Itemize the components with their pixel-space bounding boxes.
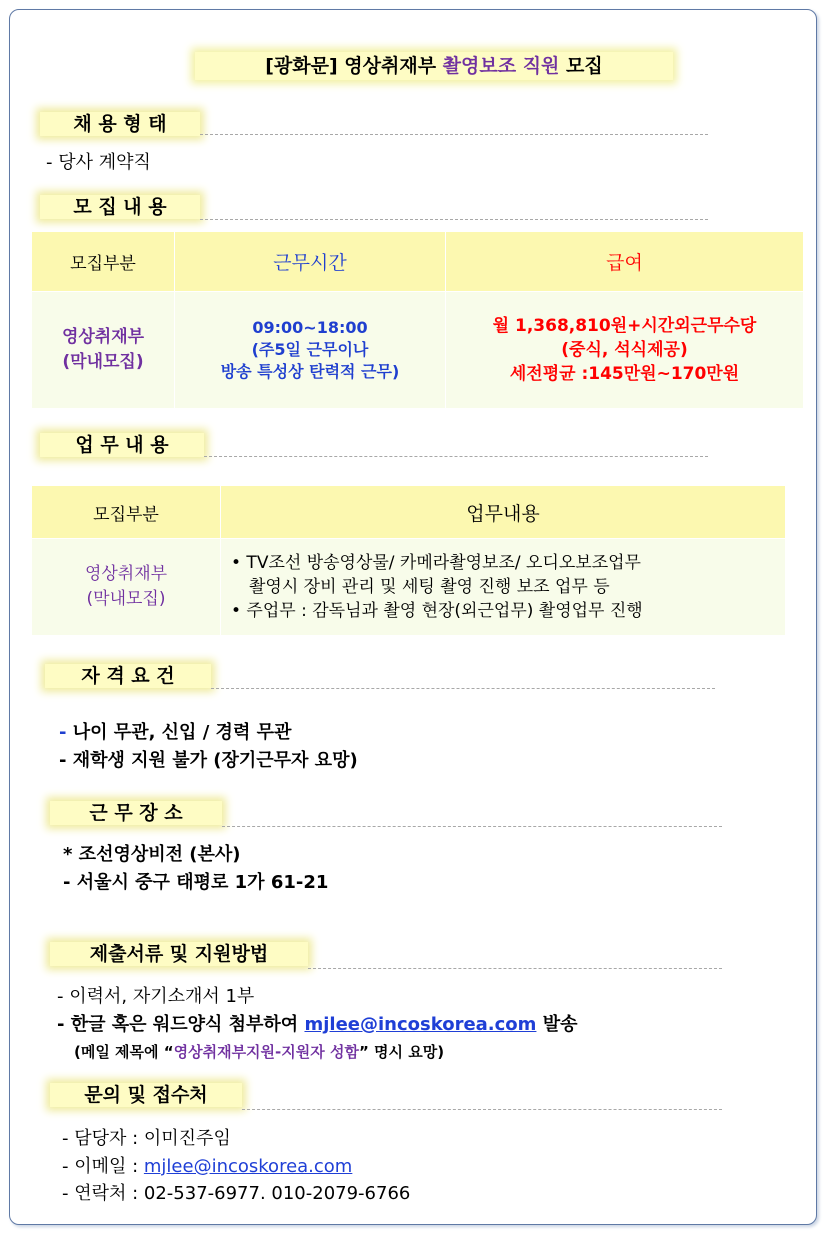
contact-manager: - 담당자 : 이미진주임 — [62, 1128, 231, 1149]
table-header-cell: 모집부분 — [32, 232, 174, 291]
section-heading-recruit: 모 집 내 용 — [40, 195, 200, 219]
divider — [211, 688, 715, 689]
section-heading-application: 제출서류 및 지원방법 — [50, 942, 308, 966]
location-item: * 조선영상비전 (본사) — [63, 844, 241, 865]
location-item: - 서울시 중구 태평로 1가 61-21 — [63, 872, 329, 893]
contact-phone: - 연락처 : 02-537-6977. 010-2079-6766 — [62, 1183, 411, 1204]
table-header-cell: 근무시간 — [175, 232, 445, 291]
table-cell-hours: 09:00~18:00 (주5일 근무이나 방송 특성상 탄력적 근무) — [175, 292, 445, 408]
table-header-cell: 급여 — [446, 232, 803, 291]
section-heading-contact: 문의 및 접수처 — [50, 1083, 242, 1107]
divider — [308, 968, 722, 969]
section-heading-employment: 채 용 형 태 — [40, 112, 200, 136]
employment-type: - 당사 계약직 — [46, 152, 151, 173]
contact-email: - 이메일 : mjlee@incoskorea.com — [62, 1156, 353, 1177]
email-link[interactable]: mjlee@incoskorea.com — [143, 1156, 353, 1177]
divider — [242, 1109, 722, 1110]
table-cell-department: 영상취재부 (막내모집) — [32, 292, 174, 408]
qualification-item: - 재학생 지원 불가 (장기근무자 요망) — [59, 750, 358, 771]
table-cell-duties: • TV조선 방송영상물/ 카메라촬영보조/ 오디오보조업무 촬영시 장비 관리 및 세팅 촬영 진행 보조 업무 등 • 주업무 : 감독님과 촬영 현장(외근업무) 촬영업무 진행 — [221, 539, 785, 635]
table-header-cell: 모집부분 — [32, 486, 220, 538]
section-heading-duties: 업 무 내 용 — [40, 433, 204, 457]
section-heading-location: 근 무 장 소 — [50, 801, 222, 825]
divider — [204, 456, 708, 457]
divider — [200, 134, 708, 135]
table-cell-salary: 월 1,368,810원+시간외근무수당 (중식, 석식제공) 세전평균 :145만원~170만원 — [446, 292, 803, 408]
table-cell-department: 영상취재부 (막내모집) — [32, 539, 220, 635]
email-link[interactable]: mjlee@incoskorea.com — [304, 1014, 537, 1035]
application-item: - 이력서, 자기소개서 1부 — [57, 986, 255, 1007]
table-header-cell: 업무내용 — [221, 486, 785, 538]
section-heading-qualification: 자 격 요 건 — [45, 664, 211, 688]
divider — [200, 219, 708, 220]
page-title: [광화문] 영상취재부 촬영보조 직원 모집 — [195, 52, 673, 80]
application-item: - 한글 혹은 워드양식 첨부하여 mjlee@incoskorea.com 발송 — [57, 1014, 578, 1035]
qualification-item: - 나이 무관, 신입 / 경력 무관 — [59, 722, 292, 743]
application-note: (메일 제목에 “영상취재부지원-지원자 성함” 명시 요망) — [74, 1043, 445, 1061]
divider — [222, 826, 722, 827]
